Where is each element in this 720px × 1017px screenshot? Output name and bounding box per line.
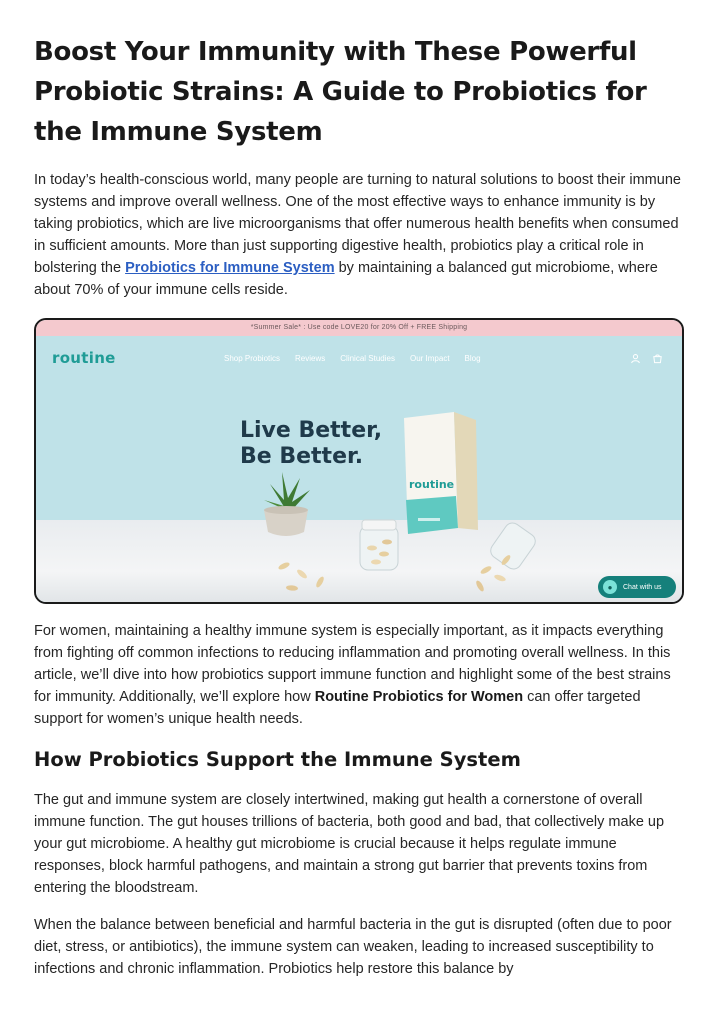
nav-item-our-impact[interactable]: Our Impact [409, 354, 450, 363]
cart-icon[interactable] [652, 353, 663, 364]
hero-line-1: Live Better, [240, 418, 383, 443]
intro-paragraph [34, 169, 690, 301]
product-box-image [396, 410, 482, 538]
nav-item-clinical-studies[interactable]: Clinical Studies [340, 354, 395, 363]
nav-item-blog[interactable]: Blog [464, 354, 481, 363]
capsule-jar-image [356, 518, 402, 574]
women-text-start: For women, maintaining a healthy immune system is especially important, as it impacts everything from fighting off common infections to reducing inflammation and promoting overall wellness. In this article, we’ll dive into how probiotics support immune function and highlight some of the best strains for immunity. Additionally, we’ll explore how [34, 623, 671, 705]
spilled-capsules-image [466, 520, 546, 600]
gut-paragraph: The gut and immune system are closely intertwined, making gut health a cornerstone of overall immune function. The gut houses trillions of bacteria, both good and bad, that collectively make up your gut microbiome. A healthy gut microbiome is crucial because it helps regulate immune responses, block harmful pathogens, and maintain a strong gut barrier that prevents toxins from entering the bloodstream. [34, 792, 665, 896]
chat-with-us-button[interactable] [598, 576, 676, 598]
section-heading: How Probiotics Support the Immune System [34, 748, 521, 771]
routine-women-bold: Routine Probiotics for Women [314, 689, 524, 705]
women-text-end: can offer targeted support for women’s unique health needs. [34, 689, 641, 727]
chat-label: Chat with us [623, 583, 662, 591]
chat-icon: ● [603, 580, 617, 594]
brand-logo[interactable]: routine [52, 349, 116, 367]
scattered-capsules-image [272, 552, 342, 602]
site-navbar [36, 336, 682, 380]
routine-website-screenshot [34, 318, 684, 604]
promo-banner: *Summer Sale* : Use code LOVE20 for 20% Off + FREE Shipping [36, 320, 682, 336]
intro-text-end: by maintaining a balanced gut microbiome, where about 70% of your immune cells reside. [34, 260, 658, 298]
article-title: Boost Your Immunity with These Powerful Probiotic Strains: A Guide to Probiotics for the Immune System [34, 37, 647, 147]
intro-text-start: In today’s health-conscious world, many people are turning to natural solutions to boost their immune systems and improve overall wellness. One of the most effective ways to enhance immunity is by taking probiotics, which are live microorganisms that offer numerous health benefits when consumed in sufficient amounts. More than just supporting digestive health, probiotics play a critical role in bolstering the [34, 172, 681, 276]
product-box-logo: routine [409, 478, 455, 491]
potted-plant-image [258, 470, 314, 540]
nav-item-reviews[interactable]: Reviews [295, 354, 326, 363]
balance-paragraph: When the balance between beneficial and harmful bacteria in the gut is disrupted (often due to poor diet, stress, or antibiotics), the immune system can weaken, leading to increased susceptibility to infections and chronic inflammation. Probiotics help restore this balance by [34, 917, 672, 977]
hero-line-2: Be Better. [240, 444, 364, 469]
women-paragraph [34, 620, 690, 730]
nav-menu [224, 354, 481, 363]
nav-item-shop-probiotics[interactable]: Shop Probiotics [224, 354, 281, 363]
probiotics-immune-link[interactable]: Probiotics for Immune System [125, 260, 335, 276]
user-icon[interactable] [630, 353, 641, 364]
